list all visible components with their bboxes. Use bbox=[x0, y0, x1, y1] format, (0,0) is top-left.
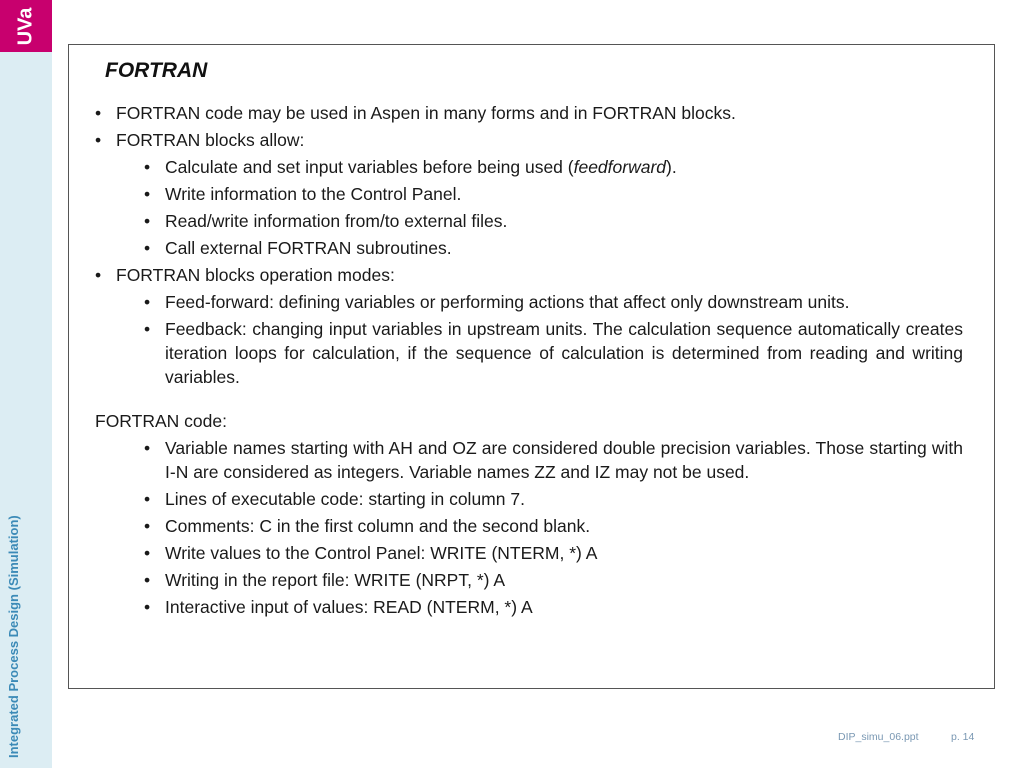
sub-bullet-item bbox=[144, 317, 963, 389]
sub-bullet-item bbox=[144, 155, 963, 179]
sub-bullet-text: Write values to the Control Panel: WRITE (NTERM, *) A bbox=[165, 543, 598, 563]
sub-bullet-text: Feedback: changing input variables in upstream units. The calculation sequence automatically creates iteration loops for calculation, if the sequence of calculation is determined from reading and writing variables. bbox=[165, 319, 963, 387]
bullet-item bbox=[95, 128, 963, 152]
section-heading: FORTRAN code: bbox=[95, 411, 227, 431]
sub-bullet-text: Read/write information from/to external files. bbox=[165, 211, 508, 231]
bullet-icon: • bbox=[144, 157, 151, 177]
footer-filename: DIP_simu_06.ppt bbox=[838, 731, 919, 743]
bullet-icon: • bbox=[144, 489, 151, 509]
bullet-icon: • bbox=[144, 570, 151, 590]
sidebar bbox=[0, 0, 52, 768]
uva-logo bbox=[0, 0, 52, 52]
sub-bullet-text: Feed-forward: defining variables or performing actions that affect only downstream units. bbox=[165, 292, 850, 312]
text-part: ). bbox=[666, 157, 677, 177]
bullet-icon: • bbox=[144, 597, 151, 617]
bullet-icon: • bbox=[144, 211, 151, 231]
sub-bullet-text: Variable names starting with AH and OZ are considered double precision variables. Those starting with I-N are considered as integers. Variable names ZZ and IZ may not be used. bbox=[165, 438, 963, 482]
bullet-icon: • bbox=[144, 543, 151, 563]
sub-bullet-item bbox=[144, 487, 963, 511]
sub-bullet-item bbox=[144, 209, 963, 233]
logo-text: UVa bbox=[14, 7, 37, 45]
footer-page-number: p. 14 bbox=[951, 731, 975, 743]
bullet-icon: • bbox=[95, 103, 102, 123]
sub-bullet-text bbox=[165, 155, 963, 179]
sub-bullet-text: Comments: C in the first column and the second blank. bbox=[165, 516, 591, 536]
bullet-icon: • bbox=[95, 130, 102, 150]
sub-bullet-text: Writing in the report file: WRITE (NRPT, *) A bbox=[165, 570, 506, 590]
bullet-text: FORTRAN code may be used in Aspen in many forms and in FORTRAN blocks. bbox=[116, 103, 736, 123]
bullet-icon: • bbox=[144, 516, 151, 536]
sub-bullet-text: Call external FORTRAN subroutines. bbox=[165, 238, 452, 258]
sub-bullet-text: Write information to the Control Panel. bbox=[165, 184, 462, 204]
bullet-icon: • bbox=[144, 292, 151, 312]
sub-bullet-item bbox=[144, 290, 963, 314]
slide-title: FORTRAN bbox=[105, 59, 208, 82]
slide-content-box bbox=[68, 44, 995, 689]
sub-bullet-text: Interactive input of values: READ (NTERM, *) A bbox=[165, 597, 533, 617]
bullet-icon: • bbox=[144, 184, 151, 204]
sub-bullet-item bbox=[144, 595, 963, 619]
slide-body bbox=[95, 101, 963, 622]
emphasis-text: feedforward bbox=[573, 157, 667, 177]
vertical-course-title: Integrated Process Design (Simulation) bbox=[6, 515, 21, 758]
bullet-icon: • bbox=[144, 319, 151, 339]
sub-bullet-text: Lines of executable code: starting in column 7. bbox=[165, 489, 525, 509]
sub-bullet-item bbox=[144, 182, 963, 206]
sub-bullet-item bbox=[144, 541, 963, 565]
bullet-icon: • bbox=[144, 238, 151, 258]
bullet-item bbox=[95, 101, 963, 125]
sub-bullet-item bbox=[144, 236, 963, 260]
sub-bullet-item bbox=[144, 568, 963, 592]
bullet-icon: • bbox=[144, 438, 151, 458]
bullet-item bbox=[95, 263, 963, 287]
bullet-text: FORTRAN blocks operation modes: bbox=[116, 265, 395, 285]
sub-bullet-item bbox=[144, 436, 963, 484]
bullet-icon: • bbox=[95, 265, 102, 285]
sub-bullet-item bbox=[144, 514, 963, 538]
text-part: Calculate and set input variables before being used ( bbox=[165, 157, 574, 177]
bullet-text: FORTRAN blocks allow: bbox=[116, 130, 305, 150]
